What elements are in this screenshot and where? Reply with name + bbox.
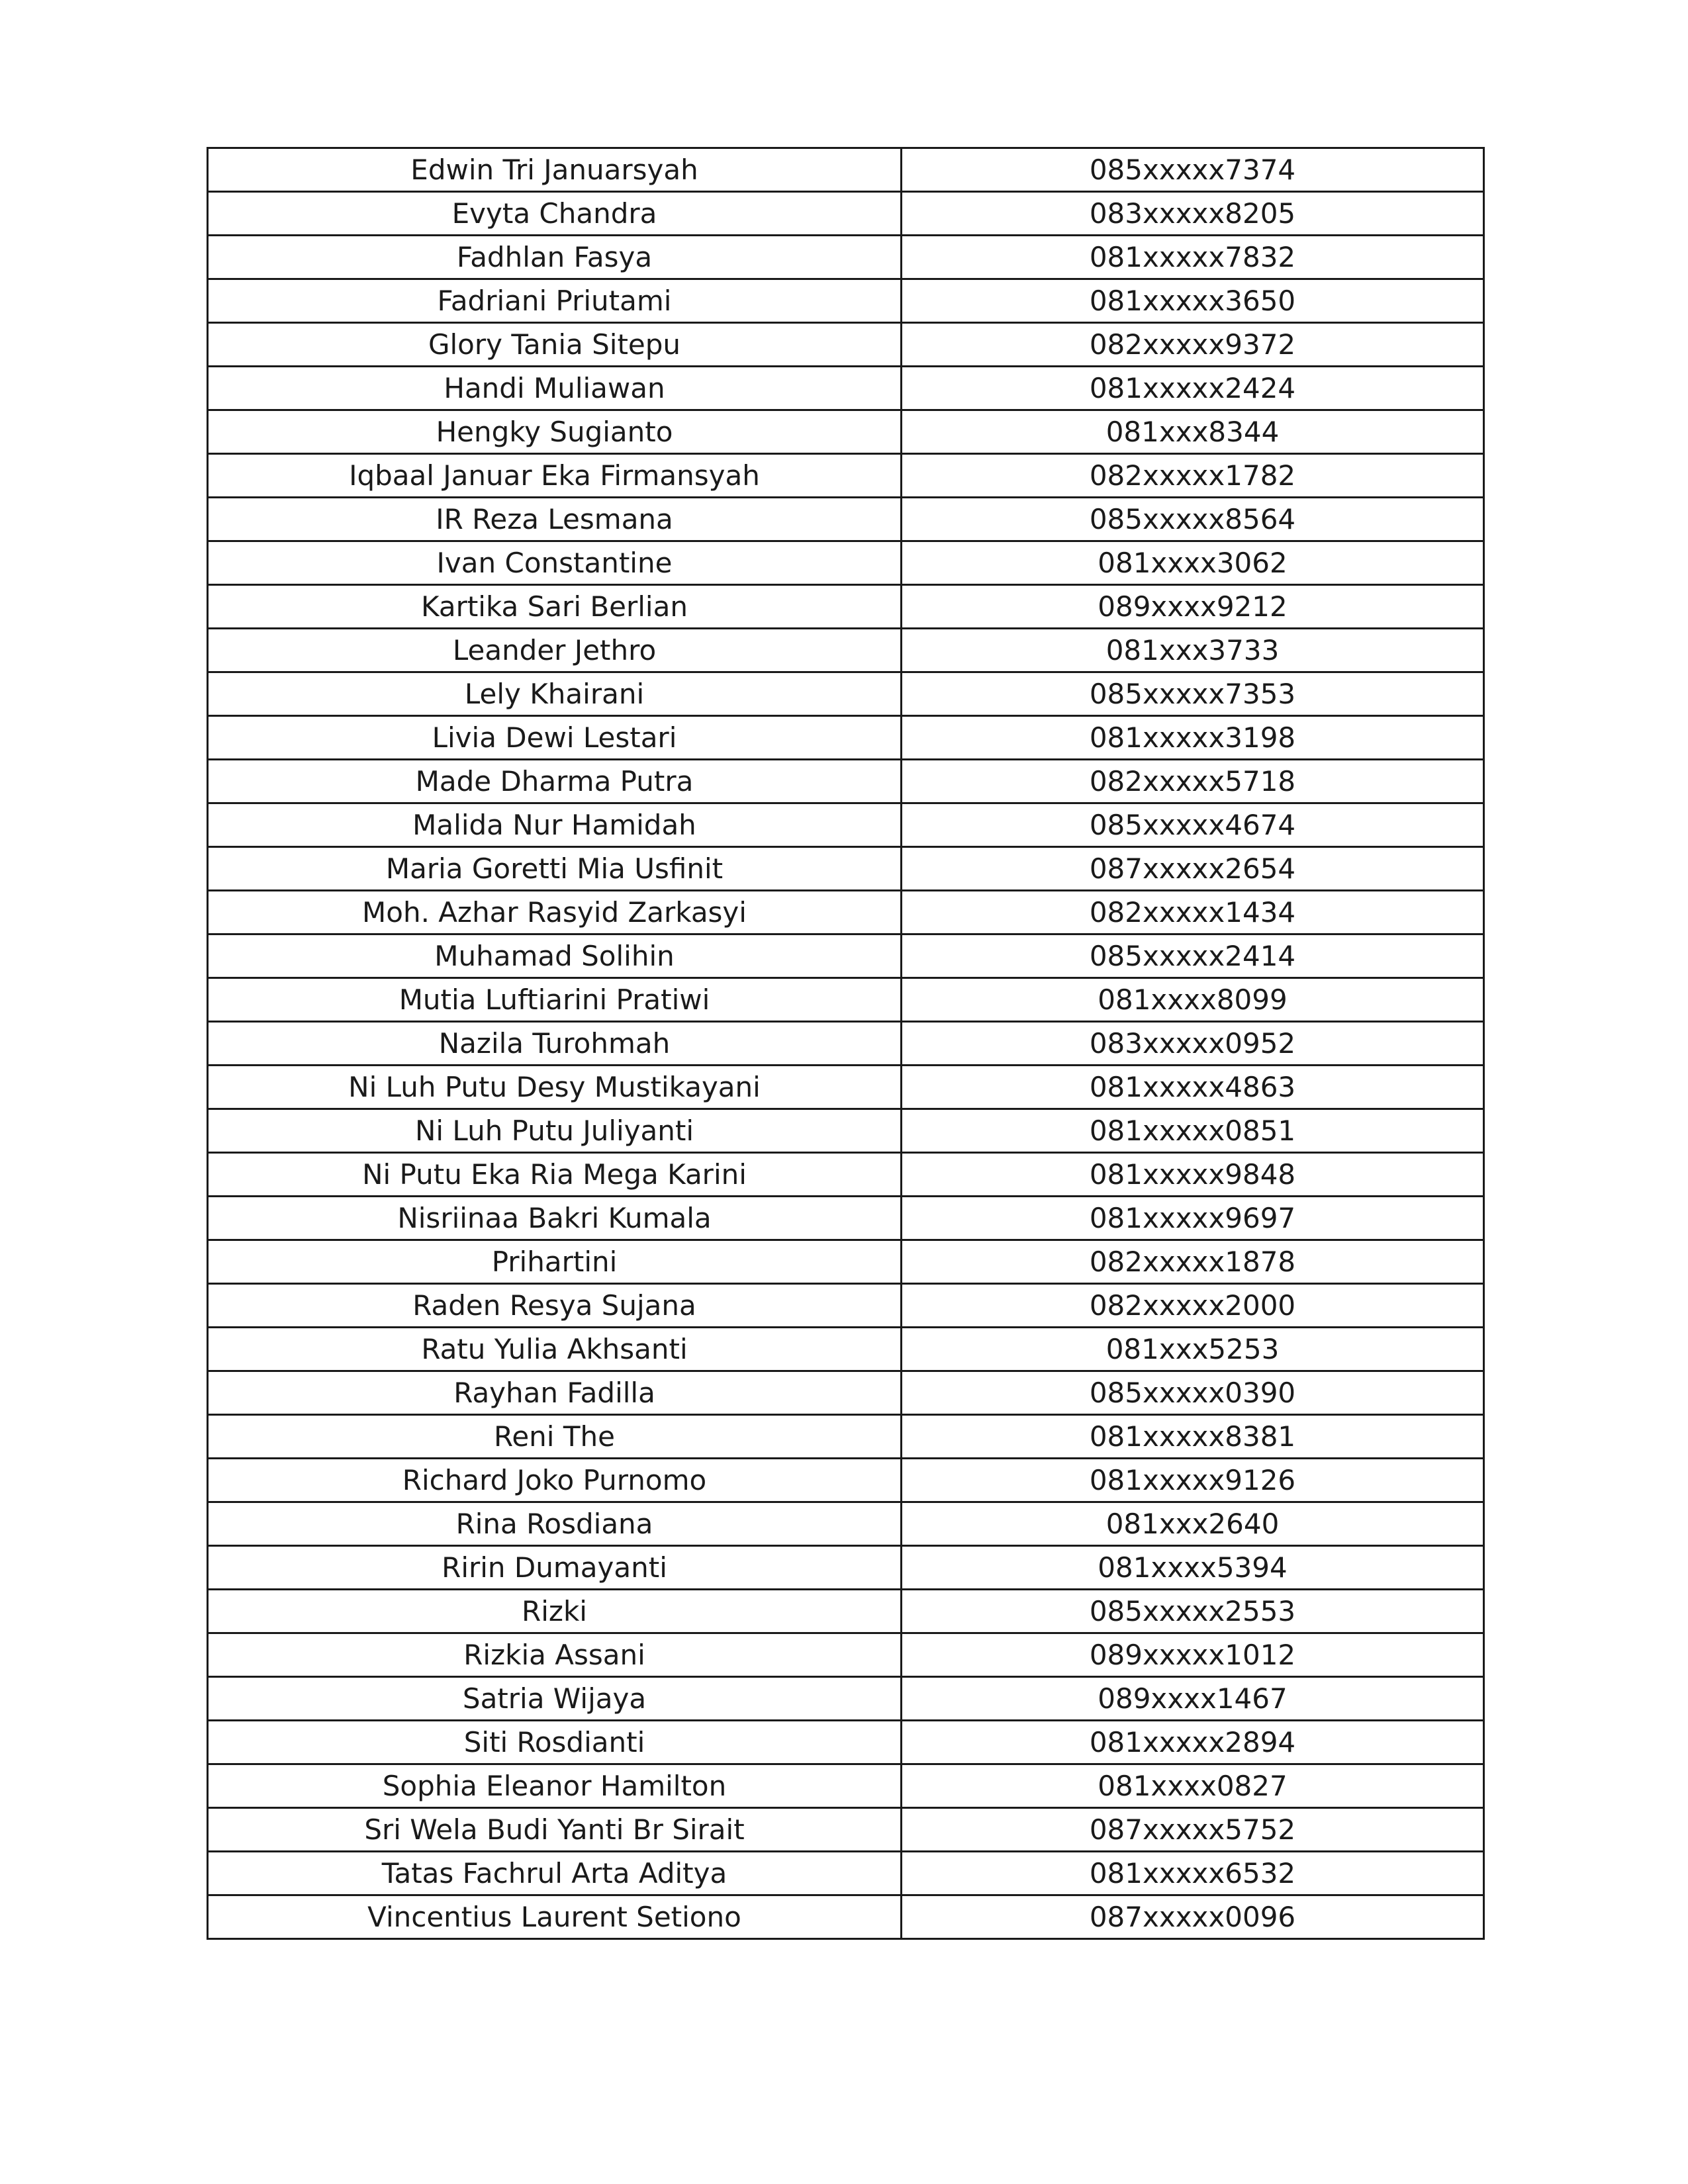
contact-phone-cell: 082xxxxx1782 xyxy=(902,454,1484,498)
table-row xyxy=(208,1109,1484,1153)
table-row xyxy=(208,1459,1484,1502)
contact-name-cell: Ivan Constantine xyxy=(208,541,902,585)
contact-phone-cell: 082xxxxx1878 xyxy=(902,1240,1484,1284)
contact-phone-cell: 081xxxxx9848 xyxy=(902,1153,1484,1197)
contact-name-cell: Rizki xyxy=(208,1590,902,1633)
contact-name-cell: Maria Goretti Mia Usfinit xyxy=(208,847,902,891)
contact-name-cell: Sophia Eleanor Hamilton xyxy=(208,1764,902,1808)
contact-name-cell: Ni Putu Eka Ria Mega Karini xyxy=(208,1153,902,1197)
contact-name-cell: Kartika Sari Berlian xyxy=(208,585,902,629)
table-row xyxy=(208,279,1484,323)
contact-table xyxy=(207,147,1485,1940)
contact-phone-cell: 081xxxxx9126 xyxy=(902,1459,1484,1502)
table-row xyxy=(208,192,1484,236)
table-row xyxy=(208,803,1484,847)
contact-name-cell: Muhamad Solihin xyxy=(208,934,902,978)
contact-name-cell: Raden Resya Sujana xyxy=(208,1284,902,1328)
contact-name-cell: Glory Tania Sitepu xyxy=(208,323,902,367)
table-row xyxy=(208,1852,1484,1895)
table-row xyxy=(208,585,1484,629)
contact-name-cell: Edwin Tri Januarsyah xyxy=(208,148,902,192)
table-row xyxy=(208,1546,1484,1590)
table-row xyxy=(208,1502,1484,1546)
table-row xyxy=(208,1764,1484,1808)
table-row xyxy=(208,1895,1484,1939)
contact-name-cell: Made Dharma Putra xyxy=(208,760,902,803)
contact-table-body xyxy=(208,148,1484,1939)
contact-name-cell: Richard Joko Purnomo xyxy=(208,1459,902,1502)
contact-name-cell: Satria Wijaya xyxy=(208,1677,902,1721)
contact-phone-cell: 085xxxxx2414 xyxy=(902,934,1484,978)
contact-phone-cell: 081xxxxx8381 xyxy=(902,1415,1484,1459)
contact-phone-cell: 085xxxxx0390 xyxy=(902,1371,1484,1415)
table-row xyxy=(208,1677,1484,1721)
table-row xyxy=(208,1721,1484,1764)
table-row xyxy=(208,367,1484,410)
contact-phone-cell: 085xxxxx7374 xyxy=(902,148,1484,192)
contact-name-cell: Rina Rosdiana xyxy=(208,1502,902,1546)
table-row xyxy=(208,1066,1484,1109)
contact-phone-cell: 081xxx2640 xyxy=(902,1502,1484,1546)
contact-phone-cell: 081xxxxx3198 xyxy=(902,716,1484,760)
contact-phone-cell: 089xxxx9212 xyxy=(902,585,1484,629)
contact-phone-cell: 087xxxxx2654 xyxy=(902,847,1484,891)
contact-name-cell: Mutia Luftiarini Pratiwi xyxy=(208,978,902,1022)
contact-name-cell: Fadhlan Fasya xyxy=(208,236,902,279)
contact-phone-cell: 082xxxxx1434 xyxy=(902,891,1484,934)
contact-phone-cell: 081xxxxx0851 xyxy=(902,1109,1484,1153)
contact-name-cell: Nazila Turohmah xyxy=(208,1022,902,1066)
table-row xyxy=(208,410,1484,454)
table-row xyxy=(208,541,1484,585)
table-row xyxy=(208,716,1484,760)
contact-phone-cell: 085xxxxx7353 xyxy=(902,672,1484,716)
table-row xyxy=(208,847,1484,891)
contact-name-cell: Fadriani Priutami xyxy=(208,279,902,323)
table-row xyxy=(208,1197,1484,1240)
contact-phone-cell: 085xxxxx2553 xyxy=(902,1590,1484,1633)
contact-name-cell: Rayhan Fadilla xyxy=(208,1371,902,1415)
contact-phone-cell: 083xxxxx8205 xyxy=(902,192,1484,236)
contact-name-cell: Evyta Chandra xyxy=(208,192,902,236)
contact-name-cell: Malida Nur Hamidah xyxy=(208,803,902,847)
contact-phone-cell: 081xxxx5394 xyxy=(902,1546,1484,1590)
contact-name-cell: Hengky Sugianto xyxy=(208,410,902,454)
contact-phone-cell: 083xxxxx0952 xyxy=(902,1022,1484,1066)
table-row xyxy=(208,1284,1484,1328)
contact-name-cell: Rizkia Assani xyxy=(208,1633,902,1677)
contact-name-cell: Ni Luh Putu Juliyanti xyxy=(208,1109,902,1153)
table-row xyxy=(208,1633,1484,1677)
contact-phone-cell: 082xxxxx2000 xyxy=(902,1284,1484,1328)
contact-phone-cell: 085xxxxx4674 xyxy=(902,803,1484,847)
table-row xyxy=(208,498,1484,541)
table-row xyxy=(208,629,1484,672)
table-row xyxy=(208,1590,1484,1633)
contact-phone-cell: 081xxx3733 xyxy=(902,629,1484,672)
table-row xyxy=(208,1415,1484,1459)
contact-phone-cell: 081xxxx0827 xyxy=(902,1764,1484,1808)
contact-name-cell: Leander Jethro xyxy=(208,629,902,672)
contact-phone-cell: 087xxxxx5752 xyxy=(902,1808,1484,1852)
contact-name-cell: IR Reza Lesmana xyxy=(208,498,902,541)
table-row xyxy=(208,760,1484,803)
contact-phone-cell: 081xxxxx3650 xyxy=(902,279,1484,323)
contact-name-cell: Siti Rosdianti xyxy=(208,1721,902,1764)
contact-name-cell: Tatas Fachrul Arta Aditya xyxy=(208,1852,902,1895)
contact-phone-cell: 081xxxxx2424 xyxy=(902,367,1484,410)
table-row xyxy=(208,236,1484,279)
contact-phone-cell: 081xxxx8099 xyxy=(902,978,1484,1022)
table-row xyxy=(208,1808,1484,1852)
contact-phone-cell: 082xxxxx9372 xyxy=(902,323,1484,367)
contact-name-cell: Ririn Dumayanti xyxy=(208,1546,902,1590)
contact-name-cell: Reni The xyxy=(208,1415,902,1459)
contact-phone-cell: 081xxxxx2894 xyxy=(902,1721,1484,1764)
table-row xyxy=(208,891,1484,934)
table-row xyxy=(208,978,1484,1022)
contact-phone-cell: 081xxxx3062 xyxy=(902,541,1484,585)
contact-phone-cell: 081xxxxx7832 xyxy=(902,236,1484,279)
contact-phone-cell: 089xxxx1467 xyxy=(902,1677,1484,1721)
contact-name-cell: Sri Wela Budi Yanti Br Sirait xyxy=(208,1808,902,1852)
table-row xyxy=(208,323,1484,367)
table-row xyxy=(208,934,1484,978)
contact-phone-cell: 081xxxxx4863 xyxy=(902,1066,1484,1109)
table-row xyxy=(208,1328,1484,1371)
contact-name-cell: Handi Muliawan xyxy=(208,367,902,410)
contact-name-cell: Ratu Yulia Akhsanti xyxy=(208,1328,902,1371)
table-row xyxy=(208,1022,1484,1066)
contact-phone-cell: 081xxxxx9697 xyxy=(902,1197,1484,1240)
contact-phone-cell: 081xxx8344 xyxy=(902,410,1484,454)
contact-phone-cell: 081xxxxx6532 xyxy=(902,1852,1484,1895)
contact-name-cell: Iqbaal Januar Eka Firmansyah xyxy=(208,454,902,498)
table-row xyxy=(208,148,1484,192)
contact-name-cell: Prihartini xyxy=(208,1240,902,1284)
contact-name-cell: Vincentius Laurent Setiono xyxy=(208,1895,902,1939)
table-row xyxy=(208,1371,1484,1415)
table-row xyxy=(208,1240,1484,1284)
contact-phone-cell: 081xxx5253 xyxy=(902,1328,1484,1371)
contact-name-cell: Livia Dewi Lestari xyxy=(208,716,902,760)
contact-name-cell: Lely Khairani xyxy=(208,672,902,716)
contact-phone-cell: 082xxxxx5718 xyxy=(902,760,1484,803)
table-row xyxy=(208,672,1484,716)
contact-name-cell: Moh. Azhar Rasyid Zarkasyi xyxy=(208,891,902,934)
table-row xyxy=(208,454,1484,498)
contact-phone-cell: 087xxxxx0096 xyxy=(902,1895,1484,1939)
contact-name-cell: Ni Luh Putu Desy Mustikayani xyxy=(208,1066,902,1109)
contact-name-cell: Nisriinaa Bakri Kumala xyxy=(208,1197,902,1240)
contact-phone-cell: 085xxxxx8564 xyxy=(902,498,1484,541)
table-row xyxy=(208,1153,1484,1197)
contact-phone-cell: 089xxxxx1012 xyxy=(902,1633,1484,1677)
